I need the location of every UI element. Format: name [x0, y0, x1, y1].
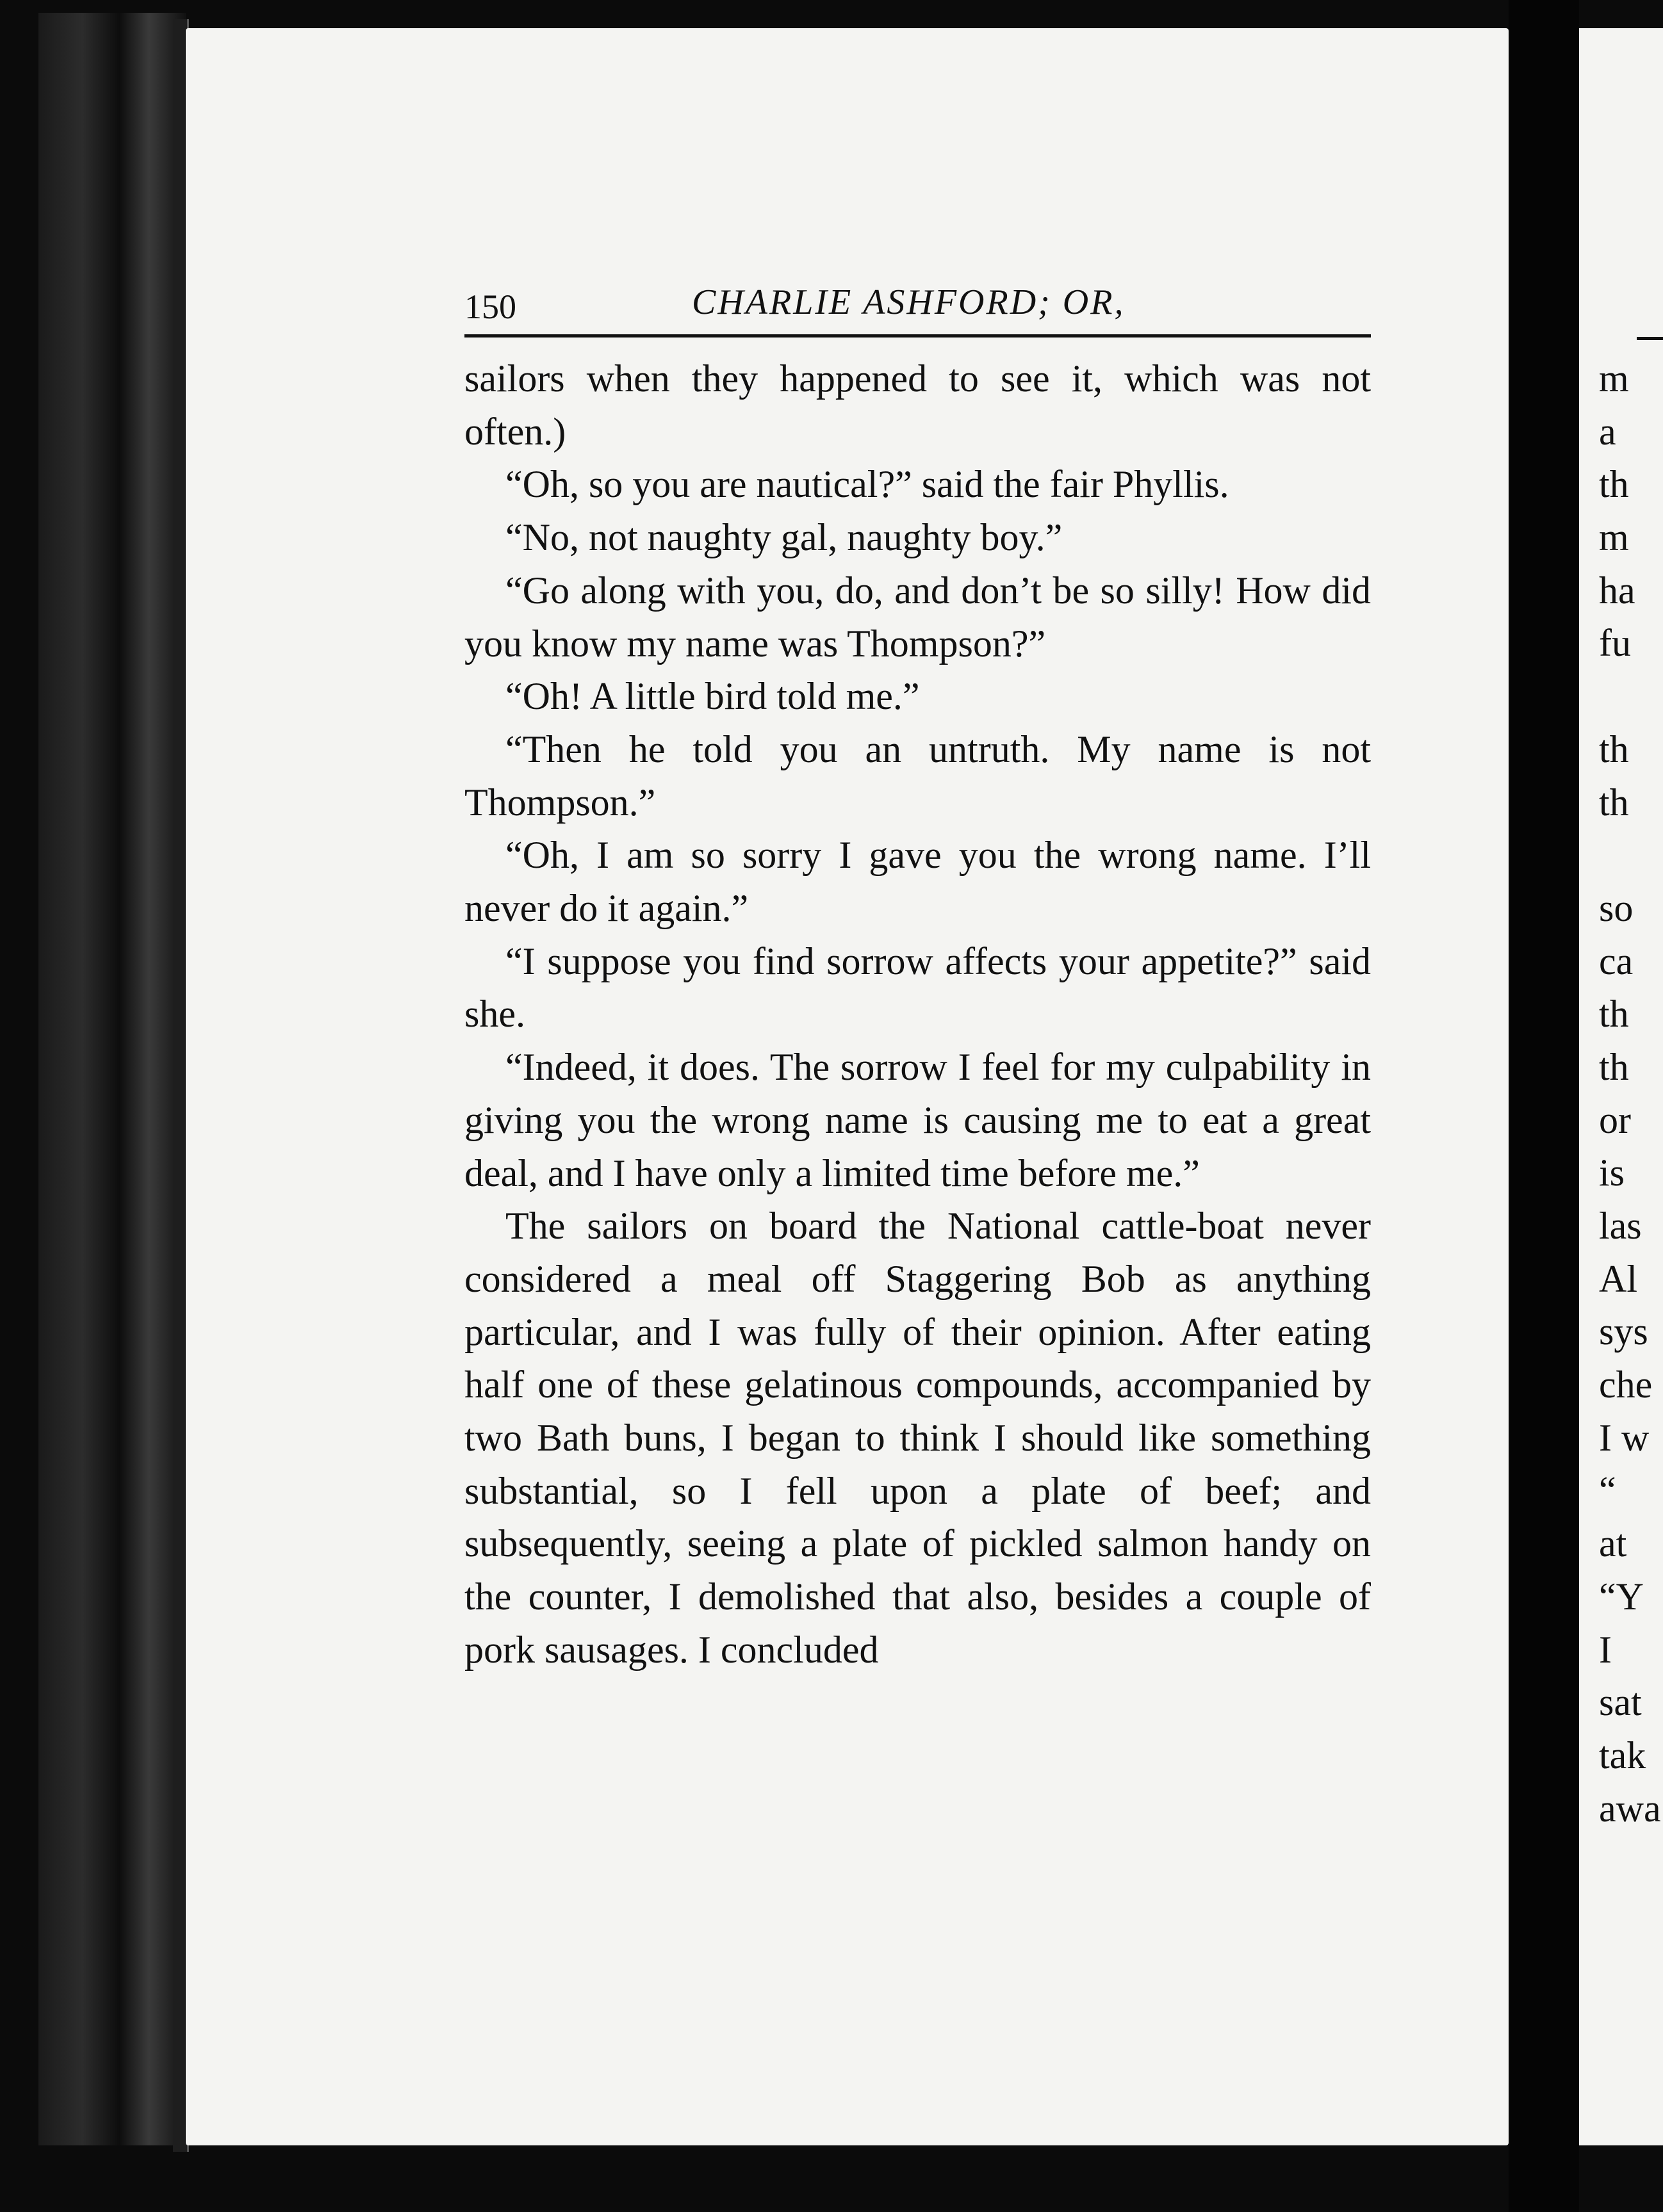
facing-page-line: fu	[1599, 622, 1631, 665]
facing-page-line: m	[1599, 516, 1629, 559]
facing-page-line	[1599, 670, 1663, 723]
facing-page-line: th	[1599, 728, 1629, 770]
page-number: 150	[464, 288, 516, 326]
facing-page-line: a	[1599, 410, 1616, 453]
facing-page-line: th	[1599, 463, 1629, 506]
facing-page-line: or	[1599, 1098, 1631, 1141]
running-title: CHARLIE ASHFORD; OR,	[692, 282, 1126, 322]
book-spine	[38, 13, 186, 2145]
facing-page-line: is	[1599, 1151, 1625, 1194]
facing-page-line: th	[1599, 993, 1629, 1036]
facing-page-line: I w	[1599, 1416, 1650, 1459]
facing-page-line: so	[1599, 886, 1634, 929]
paragraph: “Oh, I am so sorry I gave you the wrong name. I’ll never do it again.”	[464, 834, 1371, 930]
facing-page-line: th	[1599, 1045, 1629, 1088]
facing-page-line	[1599, 829, 1663, 882]
facing-page-line: I	[1599, 1628, 1612, 1671]
paragraph: “I suppose you find sorrow affects your appetite?” said she.	[464, 939, 1371, 1036]
page-body	[464, 352, 1371, 1677]
facing-page-line: tak	[1599, 1734, 1646, 1777]
facing-page-line: ha	[1599, 569, 1635, 612]
facing-page-line: che	[1599, 1363, 1653, 1406]
facing-page-line: las	[1599, 1205, 1642, 1247]
paragraph: “Indeed, it does. The sorrow I feel for my culpability in giving you the wrong name is causing me to eat a great deal, and I have only a limited time before me.”	[464, 1046, 1371, 1194]
facing-page-line: m	[1599, 357, 1629, 400]
facing-page-line: Al	[1599, 1257, 1637, 1300]
facing-page-line: ca	[1599, 939, 1634, 982]
facing-page-line: sys	[1599, 1310, 1648, 1353]
facing-page-line: at	[1599, 1522, 1627, 1565]
paragraph: “Oh, so you are nautical?” said the fair Phyllis.	[505, 463, 1229, 506]
paragraph: “Oh! A little bird told me.”	[505, 675, 920, 718]
facing-page-line: “Y	[1599, 1575, 1644, 1618]
header-rule	[464, 334, 1371, 337]
facing-page-line: th	[1599, 781, 1629, 824]
facing-page-line: “	[1599, 1469, 1616, 1512]
page-header	[464, 282, 1371, 333]
facing-page-line: awa	[1599, 1787, 1661, 1830]
paragraph: “No, not naughty gal, naughty boy.”	[505, 516, 1063, 559]
facing-page-rule	[1637, 337, 1663, 340]
page-gutter	[1509, 0, 1579, 2212]
paragraph: “Go along with you, do, and don’t be so silly! How did you know my name was Thompson?”	[464, 569, 1371, 665]
paragraph: sailors when they happened to see it, which was not often.)	[464, 357, 1371, 453]
facing-page-text	[1599, 352, 1663, 1835]
paragraph: The sailors on board the National cattle-boat never considered a meal off Staggering Bob as anything particular, and I was fully of their opinion. After eating half one of these gelatinous compounds, accompanied by two Bath buns, I began to think I should like something substantial, so I fell upon a plate of beef; and subsequently, seeing a plate of pickled salmon handy on the counter, I demolished that also, besides a couple of pork sausages. I concluded	[464, 1205, 1371, 1671]
facing-page-line: sat	[1599, 1681, 1642, 1724]
paragraph: “Then he told you an untruth. My name is not Thompson.”	[464, 728, 1371, 824]
